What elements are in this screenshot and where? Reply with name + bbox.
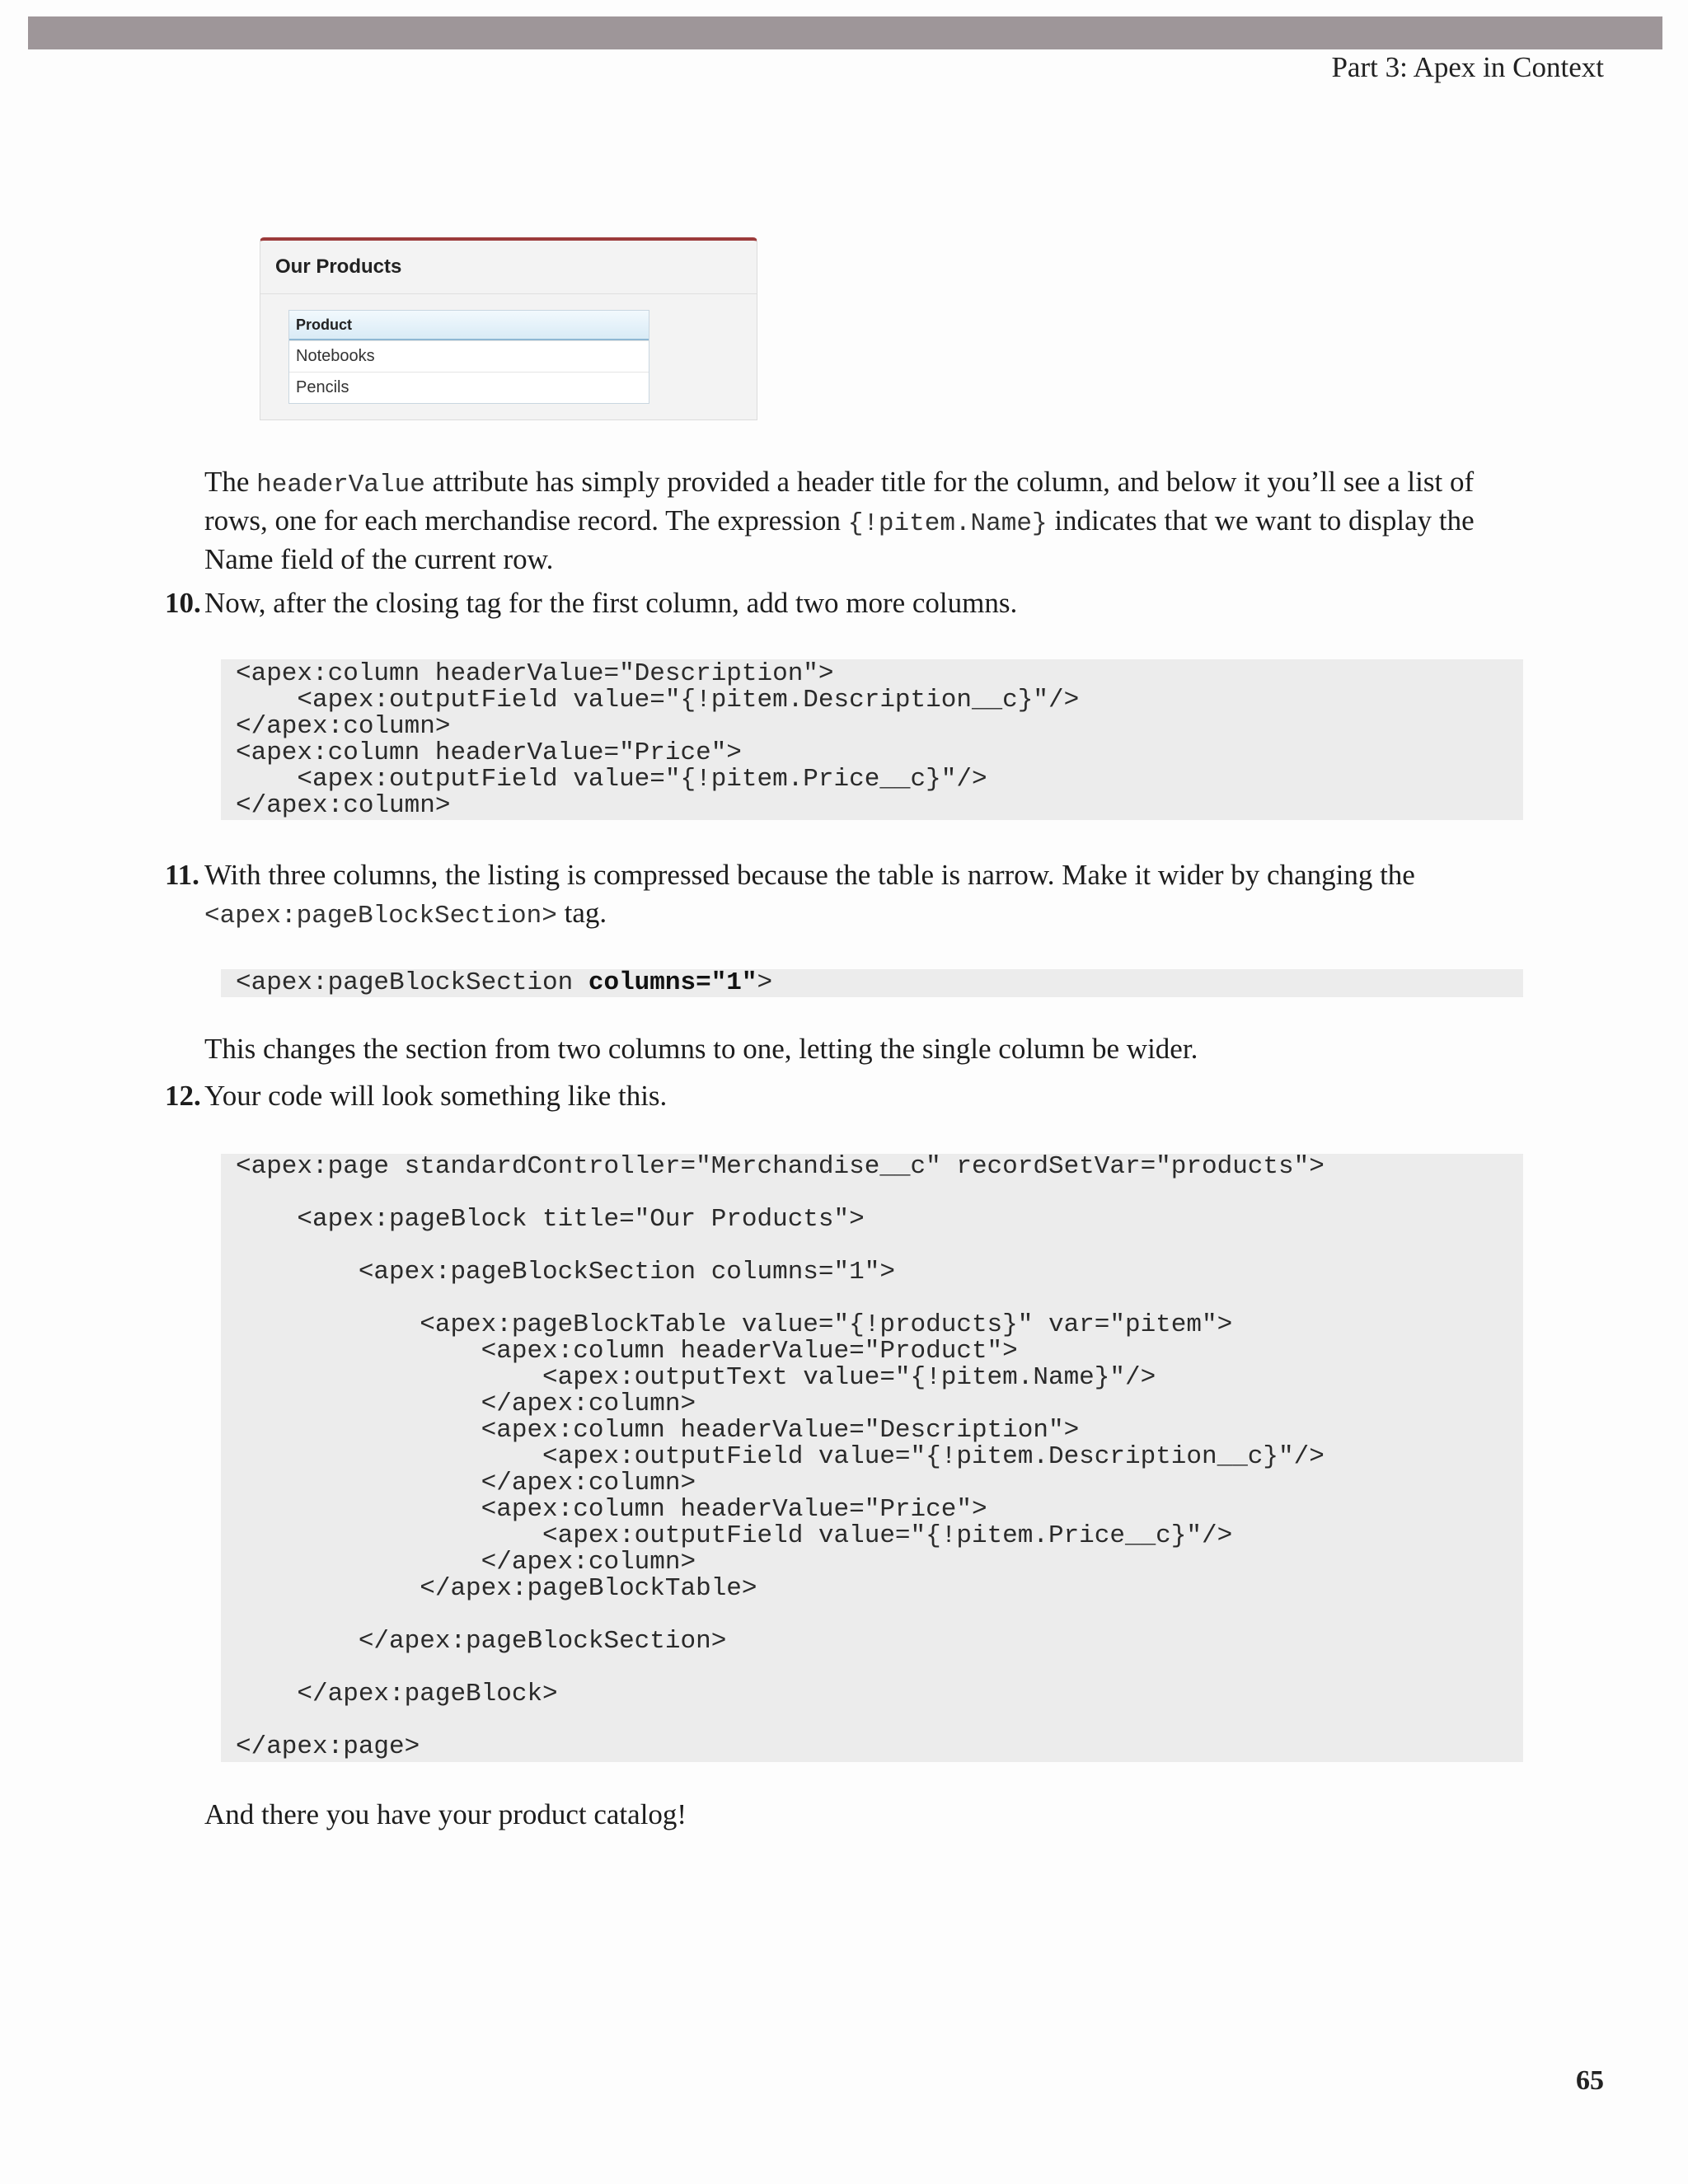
code-line: <apex:column headerValue="Price"> [236,1495,987,1524]
code-line: <apex:pageBlockTable value="{!products}" var="pitem"> [236,1310,1233,1339]
inline-code-pitem-name: {!pitem.Name} [847,509,1048,538]
code-line: <apex:outputField value="{!pitem.Description__c}"/> [236,1442,1325,1471]
code-line [236,1233,1508,1259]
step-number: 10. [165,587,201,619]
code-line: </apex:column> [236,712,451,741]
code-block-columns [221,659,1523,820]
code-line: </apex:page> [236,1732,420,1761]
step-text-continuation [204,897,607,930]
closing-paragraph: And there you have your product catalog! [204,1798,687,1830]
code-suffix: > [757,968,773,997]
step-number: 12. [165,1080,201,1112]
code-line: <apex:pageBlockSection columns="1"> [236,1258,895,1286]
code-line: <apex:column headerValue="Description"> [236,1416,1080,1445]
tag-suffix: tag. [556,897,607,929]
code-block-pageblocksection [221,969,1523,997]
code-block-full-page [221,1154,1523,1762]
intro-text-3: indicates that we want to display the Name field of the current row. [204,504,1475,575]
code-line [236,1708,1508,1734]
inline-code-headervalue: headerValue [256,471,425,499]
table-row: Pencils [289,372,649,403]
code-line: <apex:column headerValue="Price"> [236,738,742,767]
code-line: </apex:column> [236,1390,696,1418]
intro-text-1: The [204,466,257,498]
code-line [236,1655,1508,1681]
page-block-divider [260,293,757,294]
header-bar [28,16,1662,49]
product-table [288,310,649,404]
step-text: Your code will look something like this. [204,1080,668,1112]
code-line: <apex:outputField value="{!pitem.Price__c}"/> [236,765,987,794]
code-line: </apex:pageBlockSection> [236,1627,727,1656]
code-line: <apex:outputField value="{!pitem.Price__c}"/> [236,1521,1233,1550]
running-header: Part 3: Apex in Context [1331,51,1604,83]
code-line: <apex:outputField value="{!pitem.Description__c}"/> [236,686,1080,715]
code-line: <apex:column headerValue="Product"> [236,1337,1018,1366]
our-products-screenshot [260,237,757,420]
table-row: Notebooks [289,340,649,372]
table-header-product: Product [289,311,649,340]
intro-text-2: attribute has simply provided a header title for the column, and below it you’ll see a list of rows, one for each merchandise record. The expression [204,466,1475,537]
code-line: </apex:pageBlock> [236,1680,558,1708]
page-block-title: Our Products [275,255,402,278]
code-line: <apex:outputText value="{!pitem.Name}"/> [236,1363,1156,1392]
code-bold-columns: columns="1" [588,968,757,997]
page-number: 65 [1576,2065,1604,2096]
code-line: </apex:pageBlockTable> [236,1574,757,1603]
code-line: </apex:column> [236,791,451,820]
code-line: <apex:pageBlock title="Our Products"> [236,1205,865,1234]
code-line: </apex:column> [236,1548,696,1577]
code-line: <apex:page standardController="Merchandise__c" recordSetVar="products"> [236,1152,1325,1181]
step-text: With three columns, the listing is compressed because the table is narrow. Make it wider by changing the [204,859,1415,891]
code-line: <apex:column headerValue="Description"> [236,659,834,688]
code-line: </apex:column> [236,1469,696,1497]
step-number: 11. [165,859,199,891]
code-prefix: <apex:pageBlockSection [236,968,588,997]
step11-explanation: This changes the section from two columns to one, letting the single column be wider. [204,1033,1198,1065]
step-text: Now, after the closing tag for the first column, add two more columns. [204,587,1018,619]
code-line [236,1180,1508,1207]
code-line [236,1286,1508,1312]
intro-paragraph [204,464,1540,577]
inline-code-pageblocksection: <apex:pageBlockSection> [204,902,557,930]
code-line [236,1602,1508,1629]
